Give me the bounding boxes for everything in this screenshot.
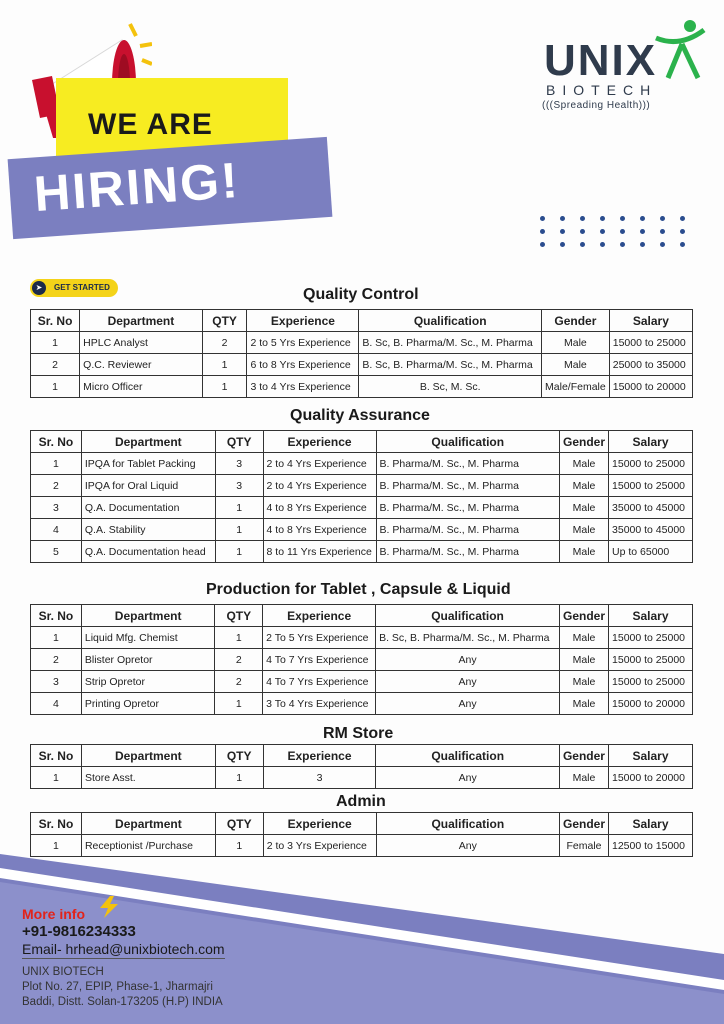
table-cell: 1 xyxy=(215,767,263,789)
table-cell: B. Pharma/M. Sc., M. Pharma xyxy=(376,541,559,563)
column-header: Department xyxy=(80,310,203,332)
dot xyxy=(680,216,685,221)
table-cell: 1 xyxy=(215,835,263,857)
column-header: Salary xyxy=(609,431,693,453)
lightning-icon xyxy=(96,896,122,918)
table-cell: 15000 to 25000 xyxy=(609,475,693,497)
table-cell: 1 xyxy=(31,332,80,354)
table-cell: Male xyxy=(560,693,609,715)
column-header: Qualification xyxy=(359,310,542,332)
table-row xyxy=(31,519,693,541)
column-header: Experience xyxy=(263,605,376,627)
column-header: Department xyxy=(81,431,215,453)
column-header: QTY xyxy=(202,310,247,332)
table-cell: B. Pharma/M. Sc., M. Pharma xyxy=(376,475,559,497)
column-header: QTY xyxy=(215,813,263,835)
table-cell: B. Pharma/M. Sc., M. Pharma xyxy=(376,519,559,541)
dot xyxy=(540,242,545,247)
table-cell: Female xyxy=(559,835,608,857)
table-header-row xyxy=(31,745,693,767)
dot xyxy=(680,242,685,247)
section-title: RM Store xyxy=(323,725,394,742)
email-address[interactable]: Email- hrhead@unixbiotech.com xyxy=(22,941,225,957)
column-header: Experience xyxy=(263,745,376,767)
dot xyxy=(560,242,565,247)
section-title: Production for Tablet , Capsule & Liquid xyxy=(206,581,511,598)
dot xyxy=(660,229,665,234)
dot xyxy=(560,216,565,221)
table-cell: B. Sc, B. Pharma/M. Sc., M. Pharma xyxy=(359,332,542,354)
table-cell: 3 To 4 Yrs Experience xyxy=(263,693,376,715)
dot xyxy=(600,229,605,234)
dot xyxy=(540,229,545,234)
table-cell: Male xyxy=(560,541,609,563)
table-cell: 25000 to 35000 xyxy=(609,354,692,376)
table-cell: 4 to 8 Yrs Experience xyxy=(263,497,376,519)
column-header: Department xyxy=(81,605,215,627)
table-cell: 1 xyxy=(215,627,263,649)
column-header: QTY xyxy=(215,605,263,627)
table-cell: Male xyxy=(560,453,609,475)
table-cell: 15000 to 20000 xyxy=(609,376,692,398)
table-cell: 3 xyxy=(215,453,263,475)
table-cell: B. Sc, B. Pharma/M. Sc., M. Pharma xyxy=(376,627,560,649)
table-cell: B. Sc, M. Sc. xyxy=(359,376,542,398)
dot xyxy=(620,216,625,221)
table-cell: Q.C. Reviewer xyxy=(80,354,203,376)
table-row xyxy=(31,649,693,671)
job-table xyxy=(30,430,693,563)
company-name: UNIX BIOTECH xyxy=(22,966,104,978)
dot xyxy=(680,229,685,234)
table-cell: 35000 to 45000 xyxy=(609,497,693,519)
column-header: Sr. No xyxy=(31,813,82,835)
table-cell: 3 xyxy=(31,671,82,693)
get-started-label: GET STARTED xyxy=(54,283,110,292)
table-cell: 15000 to 25000 xyxy=(609,649,693,671)
table-cell: Blister Opretor xyxy=(81,649,215,671)
table-cell: 2 xyxy=(31,649,82,671)
table-cell: 15000 to 25000 xyxy=(609,627,693,649)
table-cell: 15000 to 25000 xyxy=(609,453,693,475)
table-cell: 5 xyxy=(31,541,82,563)
table-cell: Any xyxy=(376,767,560,789)
column-header: Gender xyxy=(560,431,609,453)
column-header: Department xyxy=(81,813,215,835)
table-row xyxy=(31,693,693,715)
dot xyxy=(620,229,625,234)
table-row xyxy=(31,376,693,398)
table-header-row xyxy=(31,431,693,453)
dot xyxy=(640,242,645,247)
table-cell: 1 xyxy=(215,519,263,541)
section-title: Quality Control xyxy=(303,286,419,303)
phone-number[interactable]: +91-9816234333 xyxy=(22,923,136,940)
table-cell: Male xyxy=(542,354,610,376)
logo-person-icon xyxy=(652,18,708,80)
dot xyxy=(660,242,665,247)
column-header: Sr. No xyxy=(31,310,80,332)
table-cell: Any xyxy=(376,671,560,693)
table-cell: 4 xyxy=(31,519,82,541)
table-cell: Any xyxy=(376,693,560,715)
column-header: Salary xyxy=(608,745,692,767)
table-cell: IPQA for Tablet Packing xyxy=(81,453,215,475)
column-header: Qualification xyxy=(376,605,560,627)
table-cell: 2 to 3 Yrs Experience xyxy=(263,835,376,857)
table-cell: 2 xyxy=(215,649,263,671)
table-cell: 4 To 7 Yrs Experience xyxy=(263,671,376,693)
table-cell: 35000 to 45000 xyxy=(609,519,693,541)
table-cell: Liquid Mfg. Chemist xyxy=(81,627,215,649)
column-header: QTY xyxy=(215,745,263,767)
table-cell: Male xyxy=(560,649,609,671)
table-cell: Any xyxy=(376,835,559,857)
logo-subtitle: BIOTECH xyxy=(546,82,658,98)
table-cell: Q.A. Documentation head xyxy=(81,541,215,563)
table-cell: Up to 65000 xyxy=(609,541,693,563)
table-cell: 1 xyxy=(31,376,80,398)
dot xyxy=(620,242,625,247)
table-cell: 1 xyxy=(215,693,263,715)
table-cell: 15000 to 25000 xyxy=(609,332,692,354)
table-cell: HPLC Analyst xyxy=(80,332,203,354)
arrow-right-icon: ➤ xyxy=(32,281,46,295)
table-cell: 1 xyxy=(31,453,82,475)
table-row xyxy=(31,354,693,376)
table-cell: Male/Female xyxy=(542,376,610,398)
column-header: Experience xyxy=(247,310,359,332)
job-table xyxy=(30,309,693,398)
table-row xyxy=(31,453,693,475)
we-are-text: WE ARE xyxy=(88,108,213,141)
table-cell: Q.A. Stability xyxy=(81,519,215,541)
table-cell: 3 xyxy=(215,475,263,497)
section-title: Quality Assurance xyxy=(290,407,430,424)
table-cell: 8 to 11 Yrs Experience xyxy=(263,541,376,563)
dot xyxy=(580,216,585,221)
table-cell: 1 xyxy=(31,627,82,649)
table-cell: Male xyxy=(560,475,609,497)
table-cell: Printing Opretor xyxy=(81,693,215,715)
table-cell: 15000 to 25000 xyxy=(609,671,693,693)
column-header: Gender xyxy=(559,745,608,767)
table-cell: 2 xyxy=(31,475,82,497)
dot xyxy=(600,242,605,247)
table-cell: B. Sc, B. Pharma/M. Sc., M. Pharma xyxy=(359,354,542,376)
table-cell: B. Pharma/M. Sc., M. Pharma xyxy=(376,453,559,475)
dot xyxy=(600,216,605,221)
column-header: Experience xyxy=(263,431,376,453)
table-cell: Strip Opretor xyxy=(81,671,215,693)
table-cell: Male xyxy=(559,767,608,789)
column-header: Qualification xyxy=(376,431,559,453)
table-cell: 12500 to 15000 xyxy=(609,835,693,857)
table-cell: B. Pharma/M. Sc., M. Pharma xyxy=(376,497,559,519)
column-header: Sr. No xyxy=(31,745,82,767)
table-row xyxy=(31,541,693,563)
column-header: QTY xyxy=(215,431,263,453)
table-cell: 3 xyxy=(263,767,376,789)
column-header: Gender xyxy=(560,605,609,627)
table-cell: Any xyxy=(376,649,560,671)
table-row xyxy=(31,332,693,354)
job-table xyxy=(30,744,693,789)
table-row xyxy=(31,475,693,497)
hiring-text: HIRING! xyxy=(32,151,242,223)
logo-wordmark: UNIX xyxy=(544,36,658,85)
table-row xyxy=(31,497,693,519)
decorative-dots xyxy=(540,216,690,256)
table-cell: 1 xyxy=(215,541,263,563)
table-cell: 6 to 8 Yrs Experience xyxy=(247,354,359,376)
table-cell: 1 xyxy=(215,497,263,519)
table-cell: Male xyxy=(542,332,610,354)
table-header-row xyxy=(31,605,693,627)
dot xyxy=(540,216,545,221)
table-cell: Q.A. Documentation xyxy=(81,497,215,519)
table-cell: IPQA for Oral Liquid xyxy=(81,475,215,497)
table-header-row xyxy=(31,310,693,332)
address-line-2: Baddi, Distt. Solan-173205 (H.P) INDIA xyxy=(22,996,223,1008)
dot xyxy=(640,229,645,234)
table-cell: 2 To 5 Yrs Experience xyxy=(263,627,376,649)
section-title: Admin xyxy=(336,793,386,810)
table-cell: Store Asst. xyxy=(81,767,215,789)
table-cell: 15000 to 20000 xyxy=(609,693,693,715)
column-header: Sr. No xyxy=(31,431,82,453)
table-cell: 4 to 8 Yrs Experience xyxy=(263,519,376,541)
column-header: Qualification xyxy=(376,745,560,767)
table-cell: Receptionist /Purchase xyxy=(81,835,215,857)
more-info-label: More info xyxy=(22,906,85,922)
dot xyxy=(660,216,665,221)
table-cell: Male xyxy=(560,627,609,649)
table-cell: 2 to 4 Yrs Experience xyxy=(263,453,376,475)
table-cell: 1 xyxy=(31,767,82,789)
table-cell: 2 to 5 Yrs Experience xyxy=(247,332,359,354)
dot xyxy=(560,229,565,234)
table-row xyxy=(31,627,693,649)
job-table xyxy=(30,604,693,715)
table-cell: 15000 to 20000 xyxy=(608,767,692,789)
table-cell: Male xyxy=(560,671,609,693)
table-cell: 2 xyxy=(202,332,247,354)
column-header: Qualification xyxy=(376,813,559,835)
table-cell: 2 to 4 Yrs Experience xyxy=(263,475,376,497)
table-cell: 1 xyxy=(202,376,247,398)
dot xyxy=(580,242,585,247)
address-line-1: Plot No. 27, EPIP, Phase-1, Jharmajri xyxy=(22,981,213,993)
column-header: Gender xyxy=(559,813,608,835)
company-logo xyxy=(536,18,706,118)
table-cell: Male xyxy=(560,497,609,519)
table-cell: 3 xyxy=(31,497,82,519)
column-header: Gender xyxy=(542,310,610,332)
get-started-button[interactable] xyxy=(30,279,118,297)
table-cell: 1 xyxy=(202,354,247,376)
dot xyxy=(580,229,585,234)
column-header: Department xyxy=(81,745,215,767)
column-header: Experience xyxy=(263,813,376,835)
column-header: Salary xyxy=(609,310,692,332)
column-header: Salary xyxy=(609,605,693,627)
table-cell: Male xyxy=(560,519,609,541)
table-cell: 2 xyxy=(215,671,263,693)
table-cell: 1 xyxy=(31,835,82,857)
table-cell: 2 xyxy=(31,354,80,376)
column-header: Sr. No xyxy=(31,605,82,627)
table-cell: 4 To 7 Yrs Experience xyxy=(263,649,376,671)
logo-tagline: (((Spreading Health))) xyxy=(542,100,651,111)
table-cell: 3 to 4 Yrs Experience xyxy=(247,376,359,398)
column-header: Salary xyxy=(609,813,693,835)
table-cell: Micro Officer xyxy=(80,376,203,398)
table-row xyxy=(31,767,693,789)
table-row xyxy=(31,671,693,693)
dot xyxy=(640,216,645,221)
table-cell: 4 xyxy=(31,693,82,715)
